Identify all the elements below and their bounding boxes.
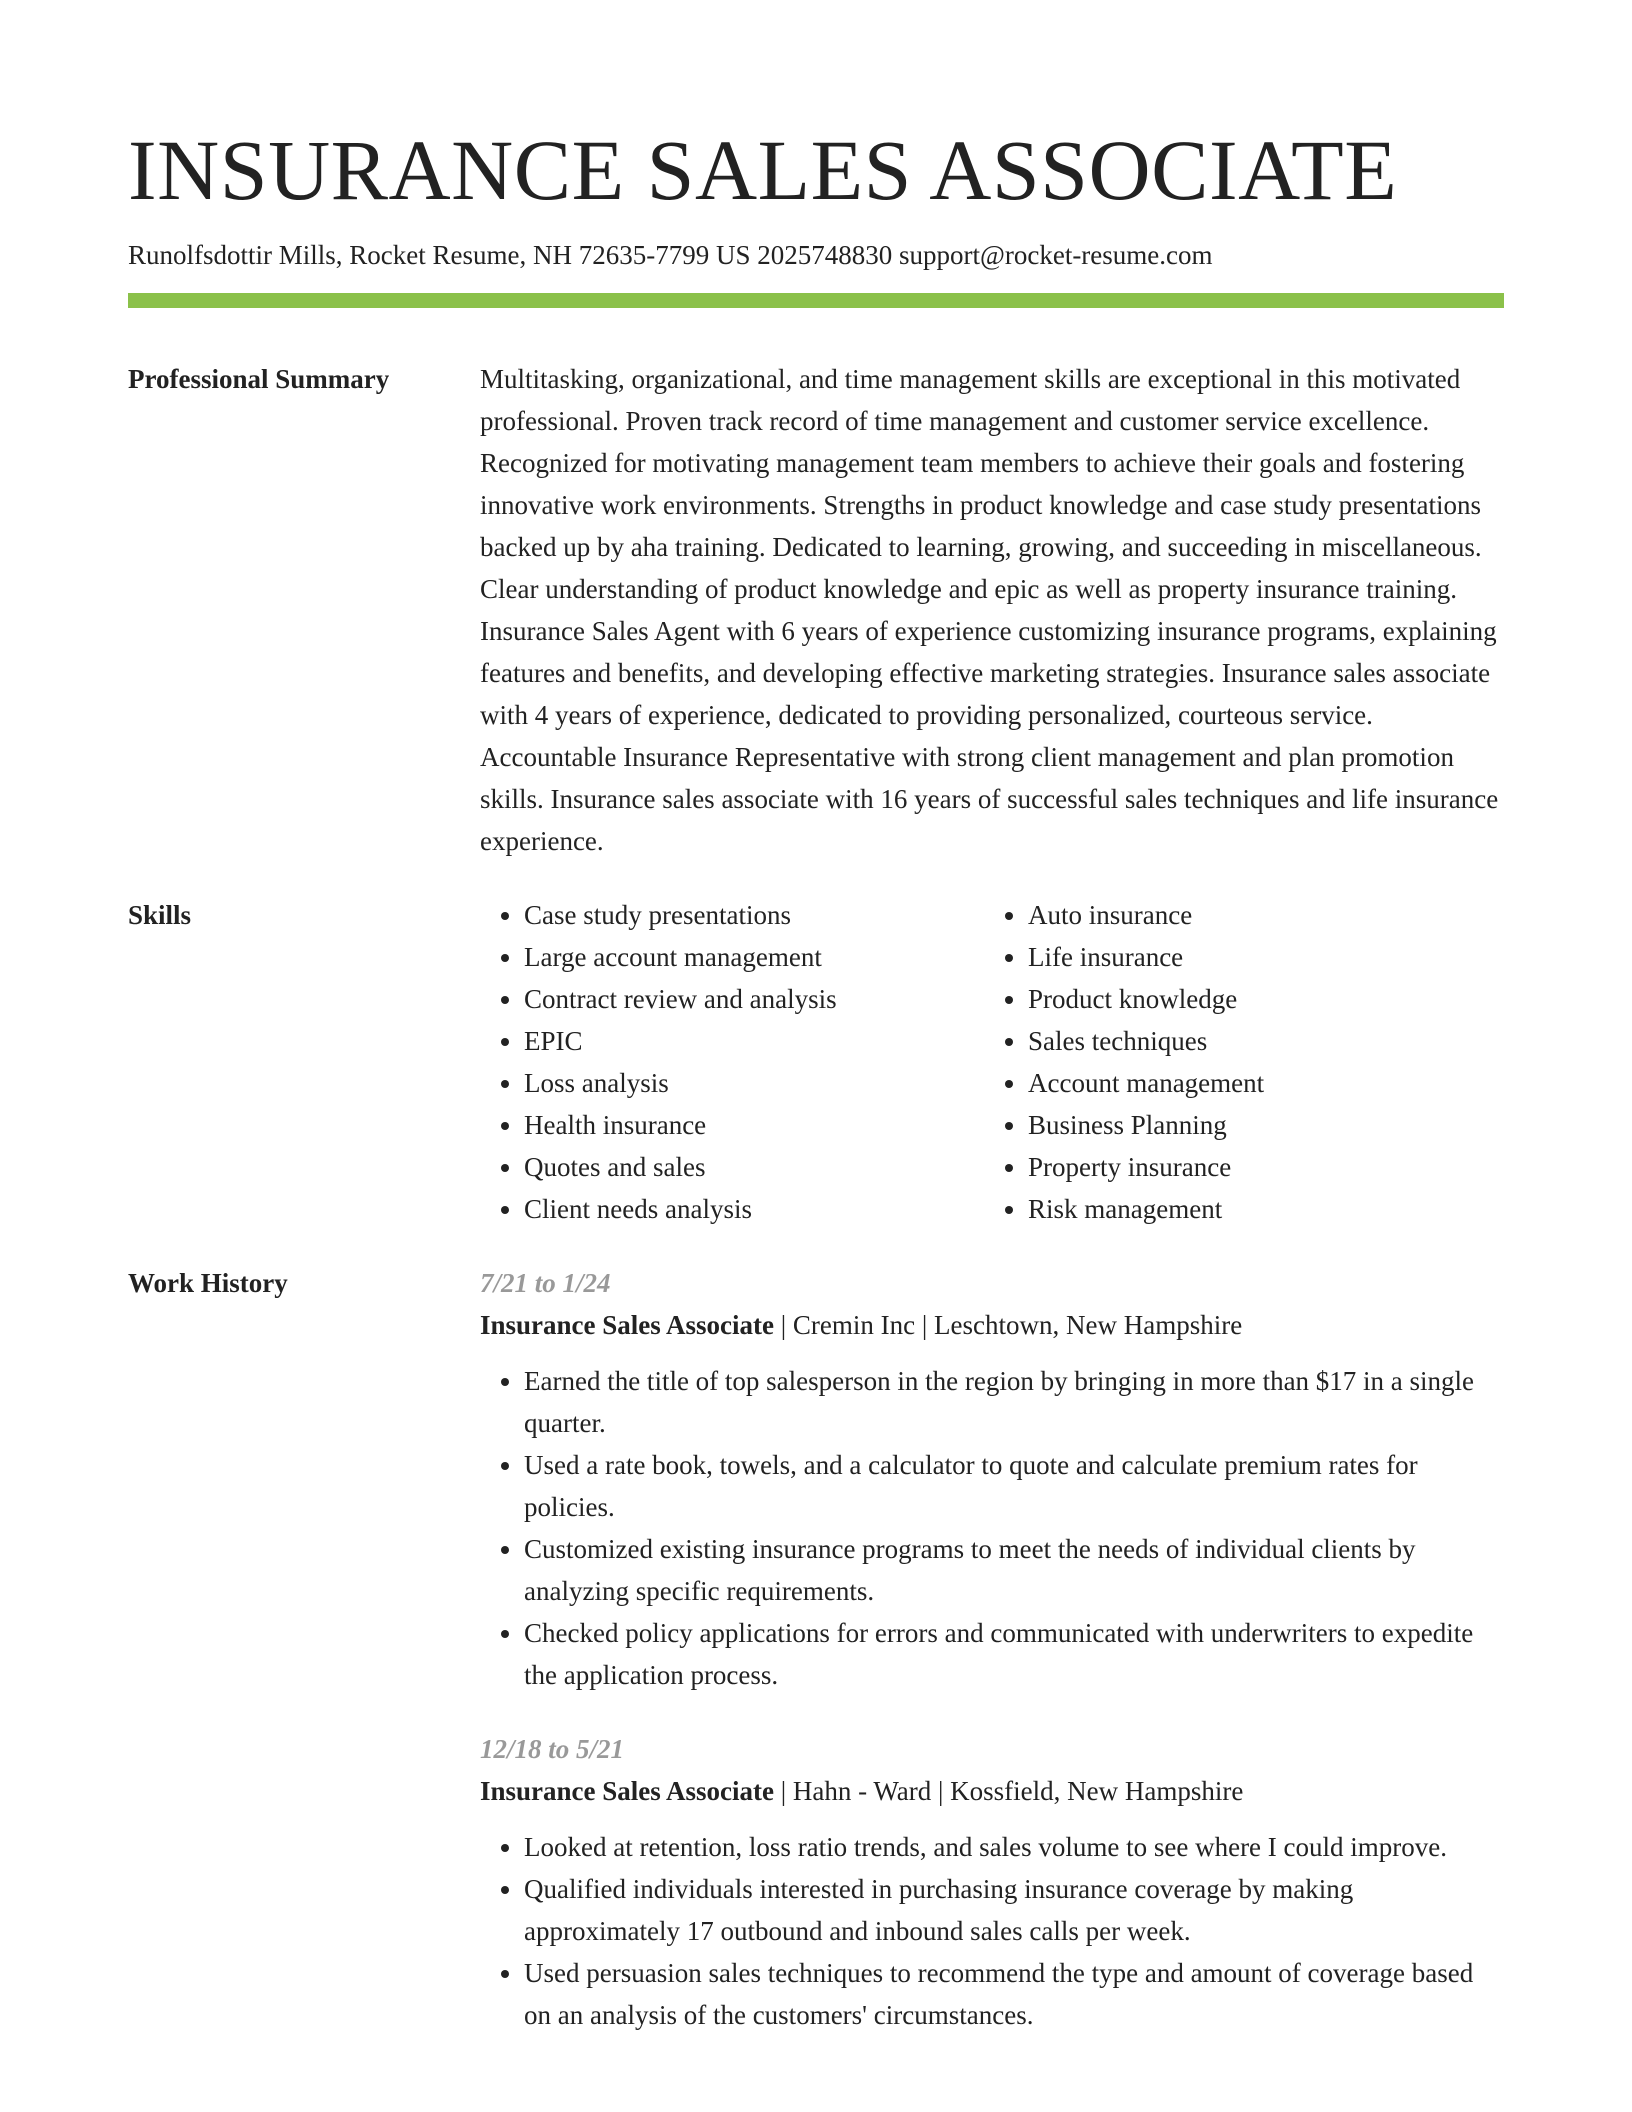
job-bullets <box>480 1826 1504 2036</box>
job-bullet: • Used persuasion sales techniques to recommend the type and amount of coverage based on an analysis of the customers' circumstances. <box>524 1952 1504 2036</box>
job-bullet: • Qualified individuals interested in purchasing insurance coverage by making approximately 17 outbound and inbound sales calls per week. <box>524 1868 1504 1952</box>
skill-item: • Auto insurance <box>1028 894 1488 936</box>
summary-text: Multitasking, organizational, and time management skills are exceptional in this motivated professional. Proven track record of time management and customer service excellence. Recognized for motivating management team members to achieve their goals and fostering innovative work environments. Strengths in product knowledge and case study presentations backed up by aha training. Dedicated to learning, growing, and succeeding in miscellaneous. Clear understanding of product knowledge and epic as well as property insurance training. Insurance Sales Agent with 6 years of experience customizing insurance programs, explaining features and benefits, and developing effective marketing strategies. Insurance sales associate with 4 years of experience, dedicated to providing personalized, courteous service. Accountable Insurance Representative with strong client management and plan promotion skills. Insurance sales associate with 16 years of successful sales techniques and life insurance experience. <box>480 364 1499 856</box>
skills-section <box>128 894 1504 1230</box>
skill-item: • Life insurance <box>1028 936 1488 978</box>
skills-list-right <box>984 894 1488 1230</box>
skill-item: • Risk management <box>1028 1188 1488 1230</box>
contact-info: Runolfsdottir Mills, Rocket Resume, NH 72635-7799 US 2025748830 support@rocket-resume.com <box>128 240 1213 270</box>
job-company-location: | Cremin Inc | Leschtown, New Hampshire <box>774 1310 1243 1340</box>
job-bullet: • Looked at retention, loss ratio trends, and sales volume to see where I could improve. <box>524 1826 1504 1868</box>
skill-item: • Sales techniques <box>1028 1020 1488 1062</box>
skill-item: • Contract review and analysis <box>524 978 984 1020</box>
section-heading-summary: Professional Summary <box>128 364 390 394</box>
skill-item: • Property insurance <box>1028 1146 1488 1188</box>
skill-item: • Account management <box>1028 1062 1488 1104</box>
accent-divider <box>128 293 1504 308</box>
job-company-location: | Hahn - Ward | Kossfield, New Hampshire <box>774 1776 1244 1806</box>
skill-item: • Product knowledge <box>1028 978 1488 1020</box>
skill-item: • Case study presentations <box>524 894 984 936</box>
skill-item: • Large account management <box>524 936 984 978</box>
section-heading-skills: Skills <box>128 900 192 930</box>
job-title: Insurance Sales Associate <box>480 1310 775 1340</box>
skill-item: • EPIC <box>524 1020 984 1062</box>
job-heading <box>480 1304 1504 1346</box>
skill-item: • Quotes and sales <box>524 1146 984 1188</box>
work-history-body <box>480 1262 1504 2036</box>
work-history-section <box>128 1262 1504 2036</box>
job-dates: 7/21 to 1/24 <box>480 1268 611 1298</box>
skill-item: • Business Planning <box>1028 1104 1488 1146</box>
job-bullets <box>480 1360 1504 1696</box>
skills-columns <box>480 894 1504 1230</box>
job-title: Insurance Sales Associate <box>480 1776 775 1806</box>
job-dates: 12/18 to 5/21 <box>480 1734 625 1764</box>
job-heading <box>480 1770 1504 1812</box>
skills-list-left <box>480 894 984 1230</box>
resume-page <box>128 0 1504 2036</box>
skill-item: • Client needs analysis <box>524 1188 984 1230</box>
resume-title: INSURANCE SALES ASSOCIATE <box>128 122 1398 218</box>
job-entry <box>480 1262 1504 1696</box>
job-bullet: • Used a rate book, towels, and a calculator to quote and calculate premium rates for policies. <box>524 1444 1504 1528</box>
skill-item: • Loss analysis <box>524 1062 984 1104</box>
section-heading-work-history: Work History <box>128 1268 288 1298</box>
job-entry <box>480 1728 1504 2036</box>
skill-item: • Health insurance <box>524 1104 984 1146</box>
professional-summary-section <box>128 358 1504 862</box>
job-bullet: • Customized existing insurance programs to meet the needs of individual clients by analyzing specific requirements. <box>524 1528 1504 1612</box>
job-bullet: • Earned the title of top salesperson in the region by bringing in more than $17 in a single quarter. <box>524 1360 1504 1444</box>
job-bullet: • Checked policy applications for errors and communicated with underwriters to expedite the application process. <box>524 1612 1504 1696</box>
